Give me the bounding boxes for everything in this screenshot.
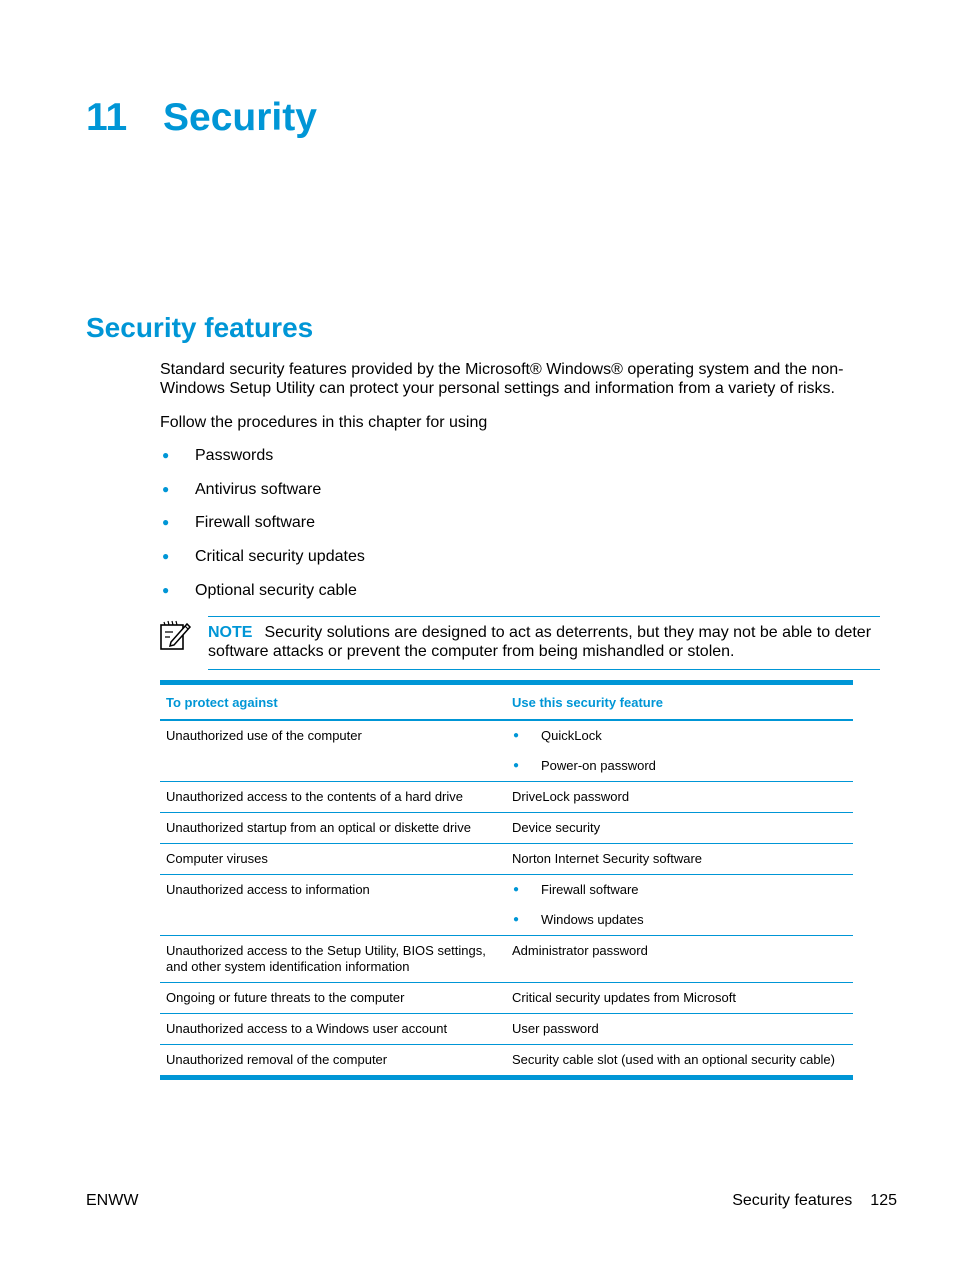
bullet-icon: ● bbox=[162, 448, 170, 462]
table-row bbox=[160, 983, 853, 1014]
column-header-threat: To protect against bbox=[160, 683, 506, 721]
list-item bbox=[512, 882, 847, 912]
feature-cell: Device security bbox=[506, 813, 853, 844]
note-text: Security solutions are designed to act as deterrents, but they may not be able to deter software attacks or prevent the computer from being mishandled or stolen. bbox=[208, 624, 872, 660]
list-item-label: Passwords bbox=[195, 447, 274, 464]
threat-cell: Ongoing or future threats to the computer bbox=[160, 983, 506, 1014]
feature-label: Firewall software bbox=[541, 882, 639, 897]
threat-cell: Unauthorized access to the Setup Utility, BIOS settings, and other system identification information bbox=[160, 936, 506, 983]
intro-paragraph: Standard security features provided by the Microsoft® Windows® operating system and the non-Windows Setup Utility can protect your personal settings and information from a variety of risks. bbox=[160, 361, 844, 397]
bullet-icon: ● bbox=[513, 884, 520, 895]
list-item-label: Optional security cable bbox=[195, 581, 357, 599]
feature-list bbox=[512, 882, 847, 928]
feature-cell: Critical security updates from Microsoft bbox=[506, 983, 853, 1014]
table-row bbox=[160, 1045, 853, 1078]
table-header-row bbox=[160, 683, 853, 721]
threat-cell: Unauthorized access to information bbox=[160, 875, 506, 936]
table-row bbox=[160, 875, 853, 936]
feature-cell: User password bbox=[506, 1014, 853, 1045]
bullet-icon: ● bbox=[513, 914, 520, 925]
feature-cell: Norton Internet Security software bbox=[506, 844, 853, 875]
note-pencil-icon bbox=[159, 618, 192, 651]
feature-cell bbox=[506, 875, 853, 936]
chapter-heading bbox=[86, 96, 317, 140]
table-row bbox=[160, 782, 853, 813]
chapter-number: 11 bbox=[86, 96, 128, 139]
section-title: Security features bbox=[86, 312, 314, 343]
list-item bbox=[160, 547, 365, 581]
feature-cell: DriveLock password bbox=[506, 782, 853, 813]
footer-section-title: Security features bbox=[732, 1192, 853, 1209]
feature-label: Power-on password bbox=[541, 758, 656, 773]
threat-cell: Computer viruses bbox=[160, 844, 506, 875]
feature-cell: Administrator password bbox=[506, 936, 853, 983]
bullet-icon: ● bbox=[513, 730, 520, 741]
feature-bullet-list bbox=[160, 446, 365, 614]
list-item bbox=[512, 758, 847, 774]
bullet-icon: ● bbox=[162, 549, 170, 564]
threat-cell: Unauthorized use of the computer bbox=[160, 720, 506, 782]
threat-cell: Unauthorized startup from an optical or diskette drive bbox=[160, 813, 506, 844]
bullet-icon: ● bbox=[162, 481, 170, 496]
feature-label: QuickLock bbox=[541, 728, 602, 743]
security-features-table bbox=[160, 680, 853, 1080]
note-label: NOTE bbox=[208, 624, 253, 641]
list-item bbox=[512, 912, 847, 928]
bullet-icon: ● bbox=[162, 582, 170, 597]
list-item bbox=[160, 581, 365, 615]
feature-cell bbox=[506, 720, 853, 782]
list-item-label: Firewall software bbox=[195, 514, 316, 532]
chapter-title: Security bbox=[163, 96, 317, 139]
feature-label: Windows updates bbox=[541, 912, 644, 927]
bullet-icon: ● bbox=[513, 760, 520, 771]
threat-cell: Unauthorized removal of the computer bbox=[166, 1052, 388, 1067]
table-row bbox=[160, 936, 853, 983]
follow-paragraph: Follow the procedures in this chapter for using bbox=[160, 414, 488, 431]
threat-cell: Unauthorized access to the contents of a hard drive bbox=[160, 782, 506, 813]
bullet-icon: ● bbox=[162, 515, 170, 530]
list-item-label: Critical security updates bbox=[195, 548, 365, 566]
footer-right bbox=[732, 1192, 897, 1210]
list-item-label: Antivirus software bbox=[195, 480, 322, 498]
table-row bbox=[160, 844, 853, 875]
page-number: 125 bbox=[870, 1192, 897, 1209]
feature-list bbox=[512, 728, 847, 774]
feature-cell: Security cable slot (used with an optional security cable) bbox=[512, 1052, 835, 1067]
list-item bbox=[160, 446, 365, 480]
threat-cell: Unauthorized access to a Windows user account bbox=[160, 1014, 506, 1045]
table-row bbox=[160, 813, 853, 844]
note-box bbox=[208, 616, 880, 670]
list-item bbox=[160, 513, 365, 547]
column-header-feature: Use this security feature bbox=[506, 683, 853, 721]
table-row bbox=[160, 1014, 853, 1045]
table-row bbox=[160, 720, 853, 782]
footer-left-label: ENWW bbox=[86, 1192, 139, 1209]
list-item bbox=[512, 728, 847, 758]
list-item bbox=[160, 480, 365, 514]
